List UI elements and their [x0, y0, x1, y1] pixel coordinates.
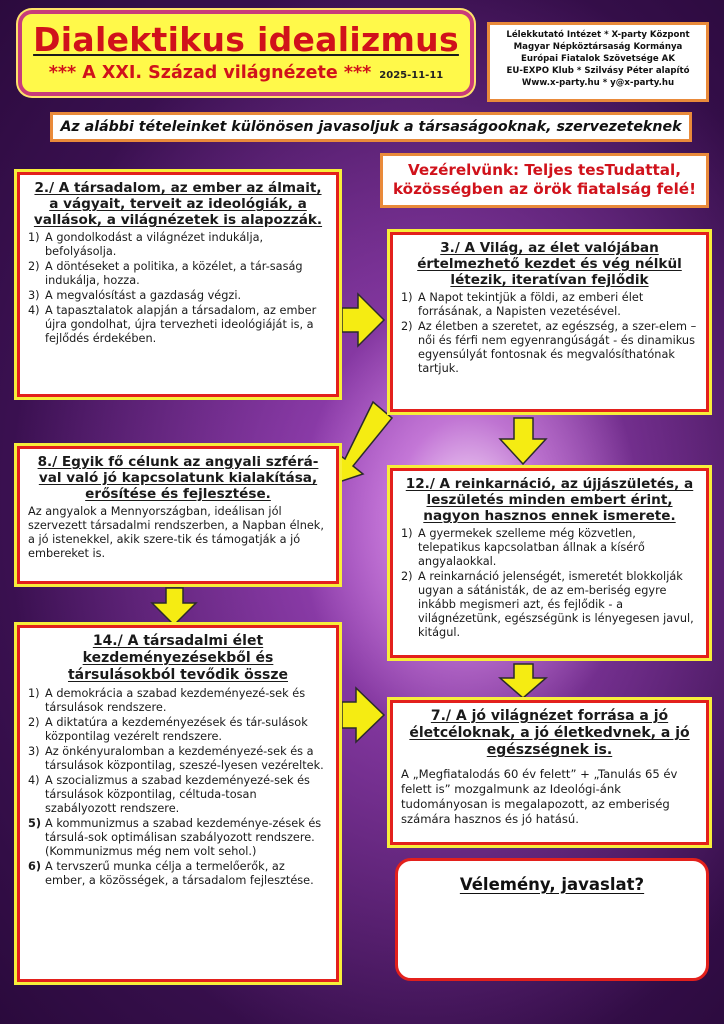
item-number: 1) [28, 687, 40, 700]
card-text: A „Megfiatalodás 60 év felett” + „Tanulás 65 év felett is” mozgalmunk az Ideológi-ánk tudományosan is megalapozott, az emberiség számára hasznos és jó hatású. [401, 767, 678, 826]
arrow-down-icon [500, 418, 546, 464]
page-title: Dialektikus idealizmus [33, 20, 459, 59]
card-list [28, 687, 328, 888]
arrow-down-icon [152, 588, 196, 625]
item-number: 1) [401, 527, 413, 540]
arrow-right-icon [342, 688, 384, 742]
list-item [401, 320, 698, 376]
list-item [28, 289, 328, 303]
org-line: EU-EXPO Klub * Szilvásy Péter alapító [506, 66, 690, 76]
list-item [28, 860, 328, 888]
item-text: A szocializmus a szabad kezdeményezé-sek és társulások központilag, céltuda-tosan szabályozott rendszere. [45, 774, 310, 815]
card-list [401, 527, 698, 640]
item-text: A kommunizmus a szabad kezdeménye-zések és társulá-sok optimálisan szabályozott rendszere. (Kommunizmus még nem volt sehol.) [45, 817, 322, 858]
item-number: 2) [28, 716, 40, 729]
item-text: A döntéseket a politika, a közélet, a tár-saság indukálja, hozza. [45, 260, 303, 287]
item-text: A tapasztalatok alapján a társadalom, az ember újra gondolhat, újra tervezheti ideológiáját is, a fejlődés érdekében. [45, 304, 317, 345]
thesis-card-3 [390, 232, 709, 412]
thesis-card-8 [17, 446, 339, 584]
list-item [28, 774, 328, 816]
item-text: A tervszerű munka célja a termelőerők, az ember, a közösségek, a társadalom fejlesztése. [45, 860, 314, 887]
card-text: Az angyalok a Mennyországban, ideálisan jól szervezett társadalmi rendszerben, a Napban élnek, a jó istenekkel, akik szere-tik és támogatják a jó embereket is. [28, 505, 324, 560]
thesis-card-12 [390, 468, 709, 658]
item-number: 6) [28, 860, 42, 873]
intro-banner: Az alábbi tételeinket különösen javasoljuk a társaságooknak, szervezeteknek [50, 112, 692, 142]
list-item [28, 304, 328, 346]
item-number: 3) [28, 745, 40, 758]
item-text: A demokrácia a szabad kezdeményezé-sek és társulások rendszere. [45, 687, 306, 714]
organization-info [487, 22, 709, 102]
item-number: 4) [28, 774, 40, 787]
arrow-right-icon [342, 294, 384, 346]
list-item [401, 570, 698, 640]
thesis-card-7 [390, 700, 709, 845]
card-title: 8./ Egyik fő célunk az angyali szférá-val való jó kapcsolatunk kialakítása, erősítése és fejlesztése. [37, 454, 319, 502]
item-number: 3) [28, 289, 40, 302]
item-text: A reinkarnáció jelenségét, ismeretét blokkolják ugyan a sátánisták, de az em-beriség egyre inkább megismeri azt, és fejlődik - a világnézetünk, egészségünk is lényegesen javul, kitágul. [418, 570, 694, 639]
item-text: A diktatúra a kezdeményezések és tár-sulások központilag vezérelt rendszere. [45, 716, 308, 743]
subtitle-text: *** A XXI. Század világnézete *** [48, 63, 372, 83]
list-item [28, 687, 328, 715]
motto-box [380, 153, 709, 208]
card-title: 7./ A jó világnézet forrása a jó életcéloknak, a jó életkedvnek, a jó egészségnek is. [409, 708, 690, 758]
arrow-down-icon [500, 664, 546, 698]
list-item [28, 745, 328, 773]
org-line: Magyar Népköztársaság Kormánya [513, 42, 683, 52]
org-line: Lélekkutató Intézet * X-party Központ [506, 30, 690, 40]
subtitle [22, 63, 470, 83]
item-text: A gyermekek szelleme még közvetlen, telepatikus kapcsolatban állnak a kísérő angyalaokkal. [418, 527, 645, 568]
item-text: Az önkényuralomban a kezdeményezé-sek és a társulások központilag, szeszé-lyesen vezéreltek. [45, 745, 324, 772]
item-number: 4) [28, 304, 40, 317]
list-item [28, 260, 328, 288]
item-number: 1) [28, 231, 40, 244]
item-text: A Napot tekintjük a földi, az emberi élet forrásának, a Napisten vezetésével. [418, 291, 644, 318]
card-list [28, 231, 328, 346]
card-title: 3./ A Világ, az élet valójában értelmezhető kezdet és vég nélkül létezik, iteratívan fejlődik [417, 240, 682, 288]
thesis-card-2 [17, 172, 339, 397]
item-text: Az életben a szeretet, az egészség, a szer-elem – női és férfi nem egyenrangúságát - és dinamikus egyensúlyát fontosnak és megvalósíthatónak tartjuk. [418, 320, 697, 375]
item-text: A gondolkodást a világnézet indukálja, befolyásolja. [45, 231, 264, 258]
list-item [28, 231, 328, 259]
item-number: 2) [28, 260, 40, 273]
list-item [401, 527, 698, 569]
list-item [28, 817, 328, 859]
org-line: Európai Fiatalok Szövetsége AK [521, 54, 675, 64]
card-list [401, 291, 698, 376]
title-banner [18, 10, 474, 96]
list-item [401, 291, 698, 319]
org-line: Www.x-party.hu * y@x-party.hu [521, 78, 675, 88]
date-label: 2025-11-11 [379, 70, 444, 81]
card-title: 12./ A reinkarnáció, az újjászületés, a leszületés minden embert érint, nagyon hasznos ennek ismerete. [405, 476, 694, 524]
card-title: 14./ A társadalmi élet kezdeményezésekből és társulásokból tevődik össze [67, 633, 289, 683]
item-number: 5) [28, 817, 42, 830]
motto-line: Vezérelvünk: Teljes tesTudattal, [408, 161, 681, 179]
opinion-box[interactable] [395, 858, 709, 981]
item-number: 2) [401, 570, 413, 583]
opinion-label: Vélemény, javaslat? [459, 875, 645, 894]
item-number: 2) [401, 320, 413, 333]
card-title: 2./ A társadalom, az ember az álmait, a vágyait, terveit az ideológiák, a vallások, a világnézetek is alapozzák. [33, 180, 323, 228]
item-text: A megvalósítást a gazdaság végzi. [45, 289, 242, 302]
item-number: 1) [401, 291, 413, 304]
list-item [28, 716, 328, 744]
thesis-card-14 [17, 625, 339, 982]
motto-line: közösségben az örök fiatalság felé! [392, 180, 697, 198]
